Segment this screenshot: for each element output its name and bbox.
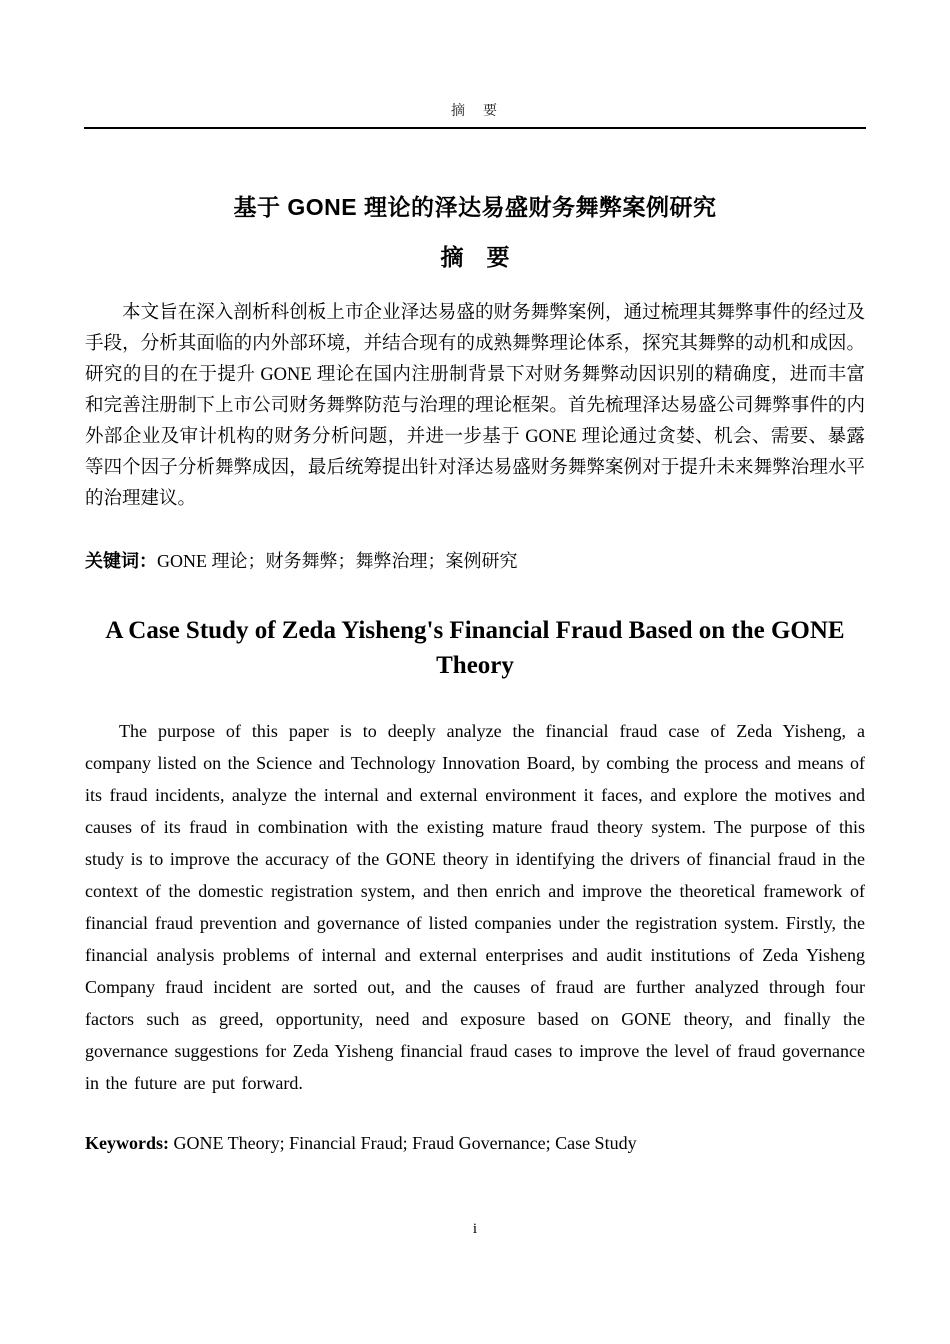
running-header (0, 0, 950, 129)
header-divider (84, 127, 866, 129)
english-abstract-paragraph: The purpose of this paper is to deeply analyze the financial fraud case of Zeda Yisheng, a company listed on the Science and Technology Innovation Board, by combing the process and means of its fraud incidents, analyze the internal and external environment it faces, and explore the motives and causes of its fraud in combination with the existing mature fraud theory system. The purpose of this study is to improve the accuracy of the GONE theory in identifying the drivers of financial fraud in the context of the domestic registration system, and then enrich and improve the theoretical framework of financial fraud prevention and governance of listed companies under the registration system. Firstly, the financial analysis problems of internal and external enterprises and audit institutions of Zeda Yisheng Company fraud incident are sorted out, and the causes of fraud are further analyzed through four factors such as greed, opportunity, need and exposure based on GONE theory, and finally the governance suggestions for Zeda Yisheng financial fraud cases to improve the level of fraud governance in the future are put forward. (85, 721, 865, 1093)
chinese-keywords-label: 关键词： (85, 551, 157, 571)
chinese-abstract-heading: 摘 要 (440, 244, 510, 270)
chinese-abstract-paragraph: 本文旨在深入剖析科创板上市企业泽达易盛的财务舞弊案例，通过梳理其舞弊事件的经过及手段，分析其面临的内外部环境，并结合现有的成熟舞弊理论体系，探究其舞弊的动机和成因。研究的目的在于提升 GONE 理论在国内注册制背景下对财务舞弊动因识别的精确度，进而丰富和完善注册制下上市公司财务舞弊防范与治理的理论框架。首先梳理泽达易盛公司舞弊事件的内外部企业及审计机构的财务分析问题，并进一步基于 GONE 理论通过贪婪、机会、需要、暴露等四个因子分析舞弊成因，最后统筹提出针对泽达易盛财务舞弊案例对于提升未来舞弊治理水平的治理建议。 (85, 303, 865, 509)
chinese-thesis-title: 基于 GONE 理论的泽达易盛财务舞弊案例研究 (233, 194, 717, 220)
english-thesis-title: A Case Study of Zeda Yisheng's Financial Fraud Based on the GONE Theory (105, 617, 845, 679)
page-content (85, 189, 865, 1157)
page-number: i (472, 1221, 478, 1237)
english-keywords-line (85, 1129, 865, 1157)
page-footer (0, 1221, 950, 1238)
running-header-title: 摘 要 (451, 104, 499, 119)
chinese-keywords-text: GONE 理论；财务舞弊；舞弊治理；案例研究 (157, 551, 518, 571)
english-keywords-text: GONE Theory; Financial Fraud; Fraud Governance; Case Study (169, 1133, 637, 1153)
chinese-keywords-line (85, 547, 865, 575)
english-keywords-label: Keywords: (85, 1133, 169, 1153)
